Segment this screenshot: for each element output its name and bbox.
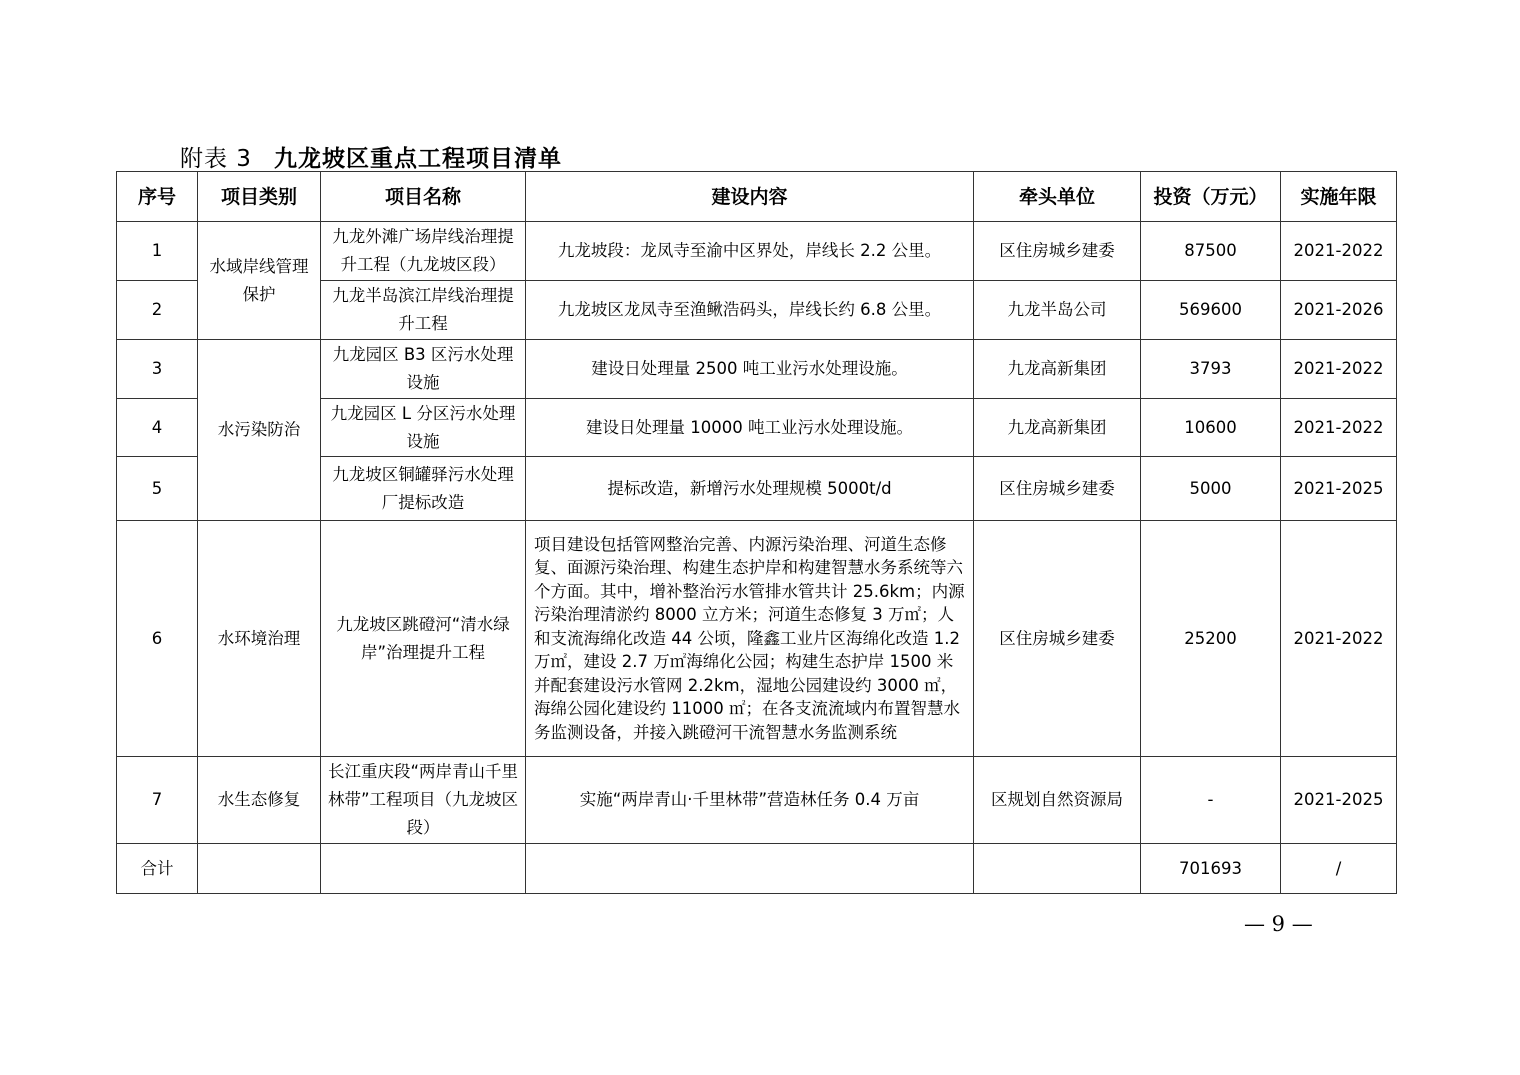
page-number: — 9 — — [1244, 912, 1313, 936]
cell-invest: 10600 — [1141, 399, 1281, 457]
header-category: 项目类别 — [198, 172, 321, 222]
empty-cell — [321, 844, 526, 894]
total-label: 合计 — [117, 844, 198, 894]
cell-content: 建设日处理量 2500 吨工业污水处理设施。 — [526, 340, 974, 399]
cell-lead: 区住房城乡建委 — [974, 457, 1141, 521]
empty-cell — [974, 844, 1141, 894]
total-invest: 701693 — [1141, 844, 1281, 894]
cell-lead: 区住房城乡建委 — [974, 222, 1141, 281]
cell-content: 九龙坡区龙凤寺至渔鳅浩码头，岸线长约 6.8 公里。 — [526, 281, 974, 340]
table-title — [180, 140, 562, 173]
cell-no: 4 — [117, 399, 198, 457]
total-period: / — [1281, 844, 1397, 894]
cell-invest: 5000 — [1141, 457, 1281, 521]
header-period: 实施年限 — [1281, 172, 1397, 222]
cell-no: 2 — [117, 281, 198, 340]
cell-name: 九龙园区 L 分区污水处理设施 — [321, 399, 526, 457]
cell-no: 5 — [117, 457, 198, 521]
cell-content: 实施“两岸青山·千里林带”营造林任务 0.4 万亩 — [526, 757, 974, 844]
project-table — [116, 171, 1397, 894]
cell-name: 九龙坡区铜罐驿污水处理厂提标改造 — [321, 457, 526, 521]
cell-no: 7 — [117, 757, 198, 844]
cell-name: 长江重庆段“两岸青山千里林带”工程项目（九龙坡区段） — [321, 757, 526, 844]
table-row — [117, 521, 1397, 757]
cell-lead: 九龙高新集团 — [974, 399, 1141, 457]
cell-name: 九龙外滩广场岸线治理提升工程（九龙坡区段） — [321, 222, 526, 281]
cell-lead: 区规划自然资源局 — [974, 757, 1141, 844]
header-name: 项目名称 — [321, 172, 526, 222]
header-content: 建设内容 — [526, 172, 974, 222]
empty-cell — [526, 844, 974, 894]
cell-no: 3 — [117, 340, 198, 399]
cell-category: 水污染防治 — [198, 340, 321, 521]
header-row — [117, 172, 1397, 222]
cell-invest: - — [1141, 757, 1281, 844]
total-row — [117, 844, 1397, 894]
table-row — [117, 340, 1397, 399]
cell-name: 九龙坡区跳磴河“清水绿岸”治理提升工程 — [321, 521, 526, 757]
cell-category: 水环境治理 — [198, 521, 321, 757]
cell-period: 2021-2026 — [1281, 281, 1397, 340]
table-row — [117, 222, 1397, 281]
cell-lead: 区住房城乡建委 — [974, 521, 1141, 757]
cell-content: 建设日处理量 10000 吨工业污水处理设施。 — [526, 399, 974, 457]
empty-cell — [198, 844, 321, 894]
table-title-text: 九龙坡区重点工程项目清单 — [273, 146, 562, 172]
cell-content: 提标改造，新增污水处理规模 5000t/d — [526, 457, 974, 521]
cell-period: 2021-2022 — [1281, 521, 1397, 757]
header-no: 序号 — [117, 172, 198, 222]
cell-no: 1 — [117, 222, 198, 281]
cell-period: 2021-2025 — [1281, 457, 1397, 521]
cell-content: 项目建设包括管网整治完善、内源污染治理、河道生态修复、面源污染治理、构建生态护岸和构建智慧水务系统等六个方面。其中，增补整治污水管排水管共计 25.6km；内源污染治理清淤约 8000 立方米；河道生态修复 3 万㎡；人和支流海绵化改造 44 公顷，隆鑫工业片区海绵化改造 1.2 万㎡，建设 2.7 万㎡海绵化公园；构建生态护岸 1500 米并配套建设污水管网 2.2km，湿地公园建设约 3000 ㎡，海绵公园化建设约 11000 ㎡；在各支流流域内布置智慧水务监测设备，并接入跳磴河干流智慧水务监测系统 — [526, 521, 974, 757]
cell-name: 九龙园区 B3 区污水处理设施 — [321, 340, 526, 399]
cell-period: 2021-2022 — [1281, 340, 1397, 399]
cell-lead: 九龙半岛公司 — [974, 281, 1141, 340]
cell-period: 2021-2025 — [1281, 757, 1397, 844]
cell-period: 2021-2022 — [1281, 399, 1397, 457]
header-lead: 牵头单位 — [974, 172, 1141, 222]
cell-invest: 569600 — [1141, 281, 1281, 340]
cell-period: 2021-2022 — [1281, 222, 1397, 281]
table-number: 附表 3 — [180, 146, 252, 172]
cell-invest: 87500 — [1141, 222, 1281, 281]
table-row — [117, 757, 1397, 844]
cell-content: 九龙坡段：龙凤寺至渝中区界处，岸线长 2.2 公里。 — [526, 222, 974, 281]
header-invest: 投资（万元） — [1141, 172, 1281, 222]
cell-category: 水生态修复 — [198, 757, 321, 844]
cell-no: 6 — [117, 521, 198, 757]
cell-invest: 3793 — [1141, 340, 1281, 399]
cell-lead: 九龙高新集团 — [974, 340, 1141, 399]
cell-name: 九龙半岛滨江岸线治理提升工程 — [321, 281, 526, 340]
cell-invest: 25200 — [1141, 521, 1281, 757]
cell-category: 水域岸线管理保护 — [198, 222, 321, 340]
